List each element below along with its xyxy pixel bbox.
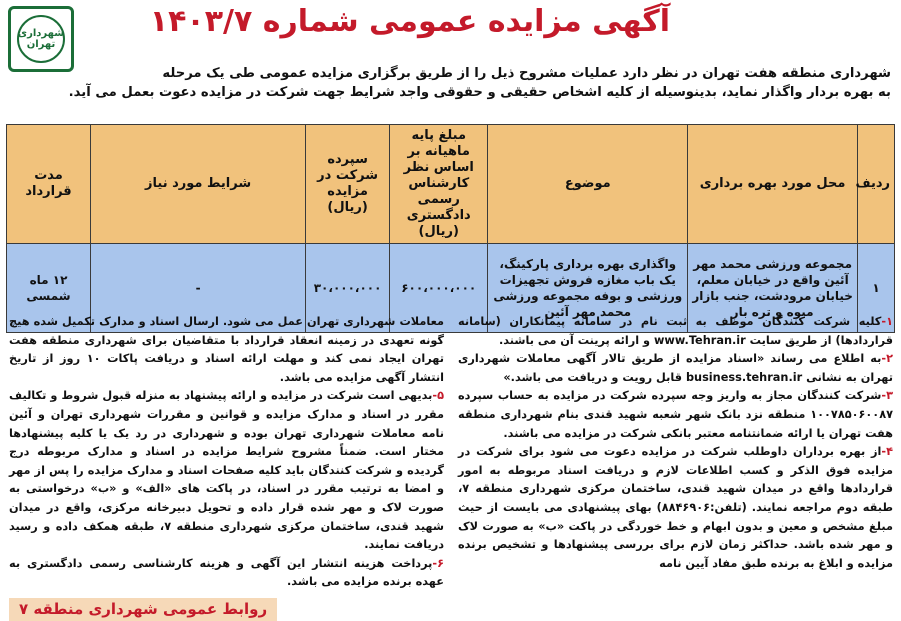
header-deposit: سپرده شرکت در مزایده (ریال) [306,125,390,244]
auction-table [6,124,895,333]
header-duration: مدت قرارداد [7,125,91,244]
terms-section [8,313,893,618]
intro-paragraph [51,64,891,102]
logo-text: شهرداری تهران [17,28,65,50]
header-subject: موضوع [488,125,688,244]
term-item: ۱-کلیه شرکت کنندگان موظف به ثبت نام در سامانه پیمانکاران (سامانه قراردادها) از طریق سایت www.Tehran.ir و ارائه پرینت آن می باشند. [458,315,893,347]
cell-conditions: - [91,244,306,333]
header-row-number: ردیف [858,125,895,244]
table-header-row [7,125,895,244]
logo-emblem-icon [17,15,65,63]
term-item: ۶-پرداخت هزینه انتشار این آگهی و هزینه کارشناسی رسمی دادگستری به عهده برنده مزایده می باشد. [9,556,444,589]
term-item: ۵-بدیهی است شرکت در مزایده و ارائه پیشنهاد به منزله قبول شروط و تکالیف مقرر در اسناد و مدارک مزایده و قوانین و مقررات شهرداری تهران و آئین نامه معاملات شهرداری تهران بوده و شهرداری در رد یک یا کلیه پیشنهادها مختار است. ضمناً مشروح شرایط مزایده در اسناد و مدارک مربوطه درج گردیده و شرکت کنندگان باید کلیه صفحات اسناد و مدارک مزایده را پس از مهر و امضا به ترتیب مقرر در اسناد، در پاکت های «الف» و «ب» درخواستی به صورت لاک و مهر شده قرار داده و تحویل دبیرخانه مرکزی، واقع در میدان شهید قندی، ساختمان مرکزی شهرداری منطقه ۷، طبقه همکف داده و رسید دریافت نمایند. [9,389,445,552]
cell-duration: ۱۲ ماه شمسی [7,244,91,333]
cell-subject: واگذاری بهره برداری پارکینگ، یک باب مغازه فروش تجهیزات ورزشی و بوفه مجموعه ورزشی محمد مهر آئین [488,244,688,333]
header-location: محل مورد بهره برداری [688,125,858,244]
cell-base-price: ۶۰۰،۰۰۰،۰۰۰ [390,244,488,333]
terms-column-left [9,313,445,618]
term-item: ۳-شرکت کنندگان مجاز به واریز وجه سپرده شرکت در مزایده به حساب سپرده ۱۰۰۷۸۵۰۶۰۰۸۷ منطقه نزد بانک شهر شعبه شهید قندی بنام شهرداری منطقه هفت تهران یا ارائه ضمانتنامه معتبر بانکی شرکت در مزایده می باشند. [458,389,893,440]
header-conditions: شرایط مورد نیاز [91,125,306,244]
page-title: آگهی مزایده عمومی شماره ۱۴۰۳/۷ [149,4,670,39]
terms-column-right [458,313,893,598]
cell-deposit: ۳۰،۰۰۰،۰۰۰ [306,244,390,333]
municipality-logo [8,6,74,72]
cell-location: مجموعه ورزشی محمد مهر آئین واقع در خیابان معلم، خیابان مرودشت، جنب بازار میوه و تره بار [688,244,858,333]
term-item: ۴-از بهره برداران داوطلب شرکت در مزایده دعوت می شود برای شرکت در مزایده فوق الذکر و کسب اطلاعات لازم و دریافت اسناد مربوطه به امور قراردادها واقع در میدان شهید قندی، ساختمان مرکزی شهرداری منطقه ۷، طبقه دوم مراجعه نمایند. (تلفن:۸۸۴۶۹۰۶) بهای پیشنهادی می بایست از حیث مبلغ مشخص و معین و بدون ابهام و خط خوردگی در پاکت «ب» به صورت لاک و مهر شده باشد. حداکثر زمان لازم برای بررسی پیشنهادها و تشخیص برنده مزایده و ابلاغ به برنده طبق مفاد آیین نامه [458,445,893,570]
cell-row-number: ۱ [858,244,895,333]
intro-line-2: به بهره بردار واگذار نماید، بدینوسیله از کلیه اشخاص حقیقی و حقوقی واجد شرایط جهت شرکت در مزایده دعوت بعمل می آید. [68,85,891,100]
term-item: ۲-به اطلاع می رساند «اسناد مزایده از طریق تالار آگهی معاملات شهرداری تهران به نشانی business.tehran.ir قابل رویت و دریافت می باشد.» [458,352,893,384]
term-item: معاملات شهرداری تهران عمل می شود. ارسال اسناد و مدارک تکمیل شده هیچ گونه تعهدی در زمینه انعقاد قرارداد با متقاضیان برای شهرداری منطقه هفت تهران ایجاد نمی کند و مهلت ارائه اسناد و دریافت پاکات ۱۰ روز از تاریخ انتشار آگهی مزایده می باشد. [9,315,445,384]
public-relations-signature: روابط عمومی شهرداری منطقه ۷ [9,598,277,621]
header-base-price: مبلغ پایه ماهیانه بر اساس نظر کارشناس رسمی دادگستری (ریال) [390,125,488,244]
intro-line-1: شهرداری منطقه هفت تهران در نظر دارد عملیات مشروح ذیل را از طریق برگزاری مزایده عمومی طی یک مرحله [162,66,891,81]
